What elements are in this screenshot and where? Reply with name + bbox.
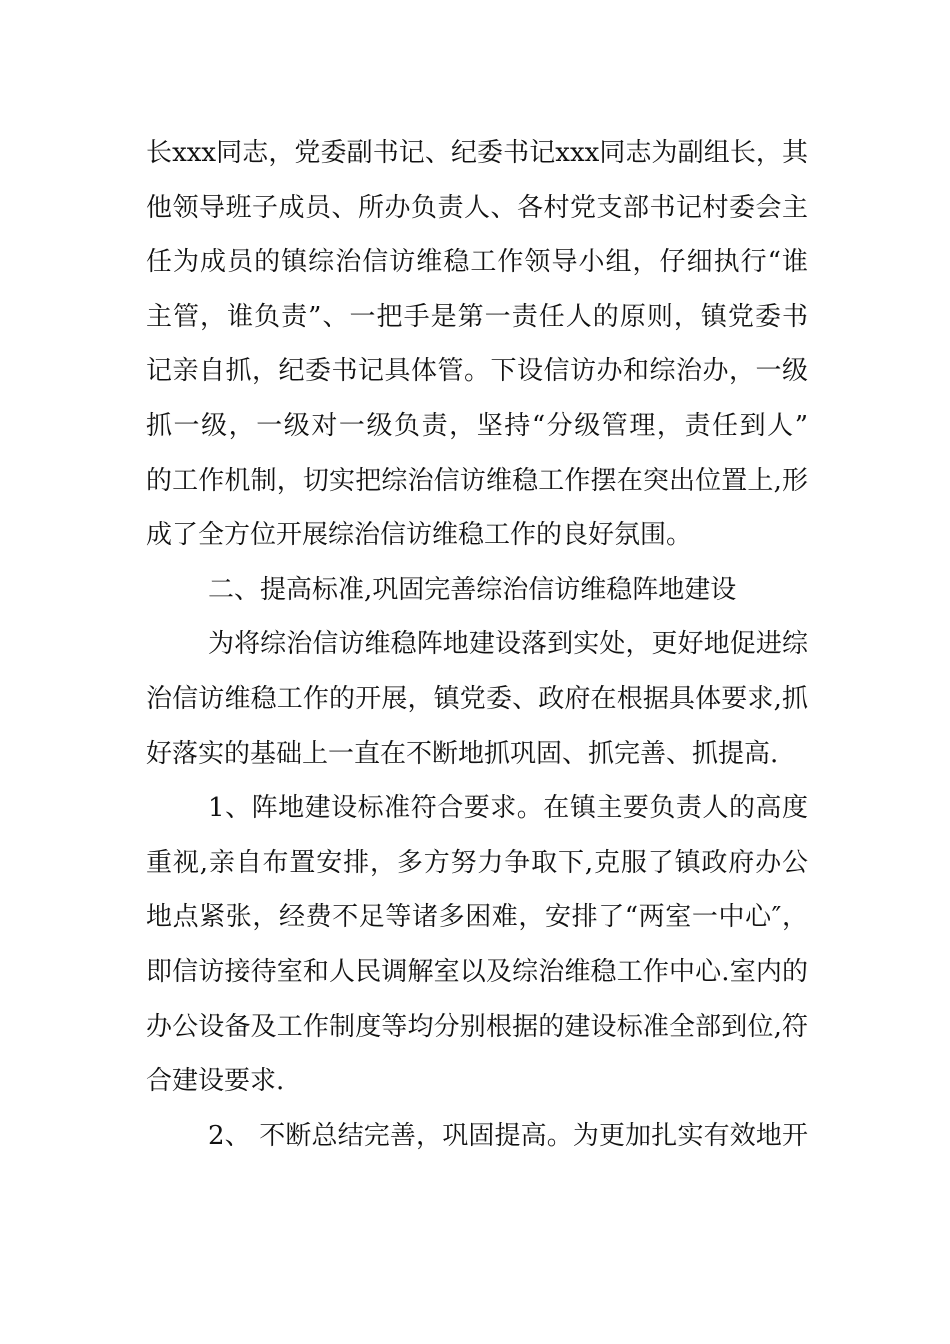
text-line-15: 地点紧张，经费不足等诸多困难，安排了“两室一中心″， [146,902,808,933]
document-body [146,126,808,1163]
text-line-13: 1、阵地建设标准符合要求。在镇主要负责人的高度 [208,793,808,824]
text-line-6: 抓一级，一级对一级负责，坚持“分级管理，责任到人” [146,410,808,441]
text-line-14: 重视,亲自布置安排，多方努力争取下,克服了镇政府办公 [146,847,808,878]
text-line-5: 记亲自抓，纪委书记具体管。下设信访办和综治办，一级 [146,356,808,387]
text-line-2: 他领导班子成员、所办负责人、各村党支部书记村委会主 [146,192,808,223]
text-line-17: 办公设备及工作制度等均分别根据的建设标准全部到位,符 [146,1011,808,1042]
text-line-3: 任为成员的镇综治信访维稳工作领导小组，仔细执行“谁 [146,247,808,278]
text-line-16: 即信访接待室和人民调解室以及综治维稳工作中心.室内的 [146,956,808,987]
text-line-4: 主管，谁负责”、一把手是第一责任人的原则，镇党委书 [146,301,808,332]
text-line-7: 的工作机制，切实把综治信访维稳工作摆在突出位置上,形 [146,465,808,496]
text-line-18: 合建设要求. [146,1066,285,1097]
text-line-11: 治信访维稳工作的开展，镇党委、政府在根据具体要求,抓 [146,683,808,714]
text-line-1: 长xxx同志，党委副书记、纪委书记xxx同志为副组长，其 [146,138,808,168]
text-line-19: 2、 不断总结完善，巩固提高。为更加扎实有效地开 [208,1120,808,1151]
text-line-8: 成了全方位开展综治信访维稳工作的良好氛围。 [146,520,693,551]
section-heading: 二、提高标准,巩固完善综治信访维稳阵地建设 [208,574,737,605]
text-line-12: 好落实的基础上一直在不断地抓巩固、抓完善、抓提高. [146,738,779,769]
text-line-10: 为将综治信访维稳阵地建设落到实处，更好地促进综 [208,629,808,660]
